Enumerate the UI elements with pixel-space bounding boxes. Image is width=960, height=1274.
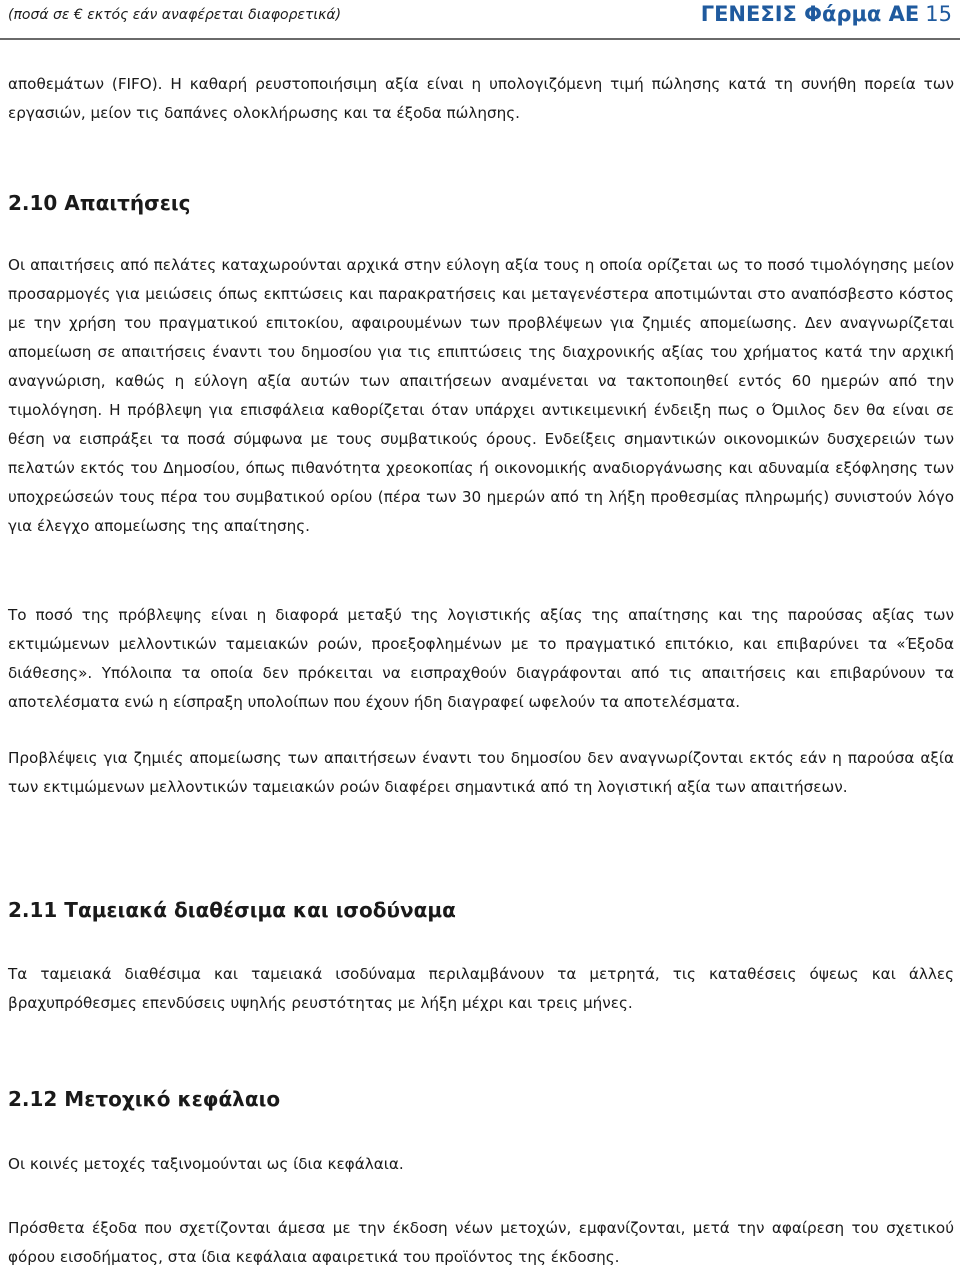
intro-paragraph: αποθεμάτων (FIFO). Η καθαρή ρευστοποιήσιμη αξία είναι η υπολογιζόμενη τιμή πώλησης κατά τη συνήθη πορεία των εργασιών, μείον τις δαπάνες ολοκλήρωσης και τα έξοδα πώλησης.	[8, 75, 954, 122]
share-capital-paragraph-1: Οι κοινές μετοχές ταξινομούνται ως ίδια κεφάλαια.	[8, 1155, 404, 1173]
currency-note: (ποσά σε € εκτός εάν αναφέρεται διαφορετικά)	[8, 7, 342, 23]
section-heading-2-10: 2.10 Απαιτήσεις	[8, 191, 191, 215]
receivables-paragraph-2: Το ποσό της πρόβλεψης είναι η διαφορά μεταξύ της λογιστικής αξίας της απαίτησης και της παρούσας αξίας των εκτιμώμενων μελλοντικών ταμειακών ροών, προεξοφλημένων με το πραγματικό επιτόκιο, και επιβαρύνει τα «Έξοδα διάθεσης». Υπόλοιπα τα οποία δεν πρόκειται να εισπραχθούν διαγράφονται από τις απαιτήσεις και επιβαρύνουν τα αποτελέσματα ενώ η είσπραξη υπολοίπων που έχουν ήδη διαγραφεί ωφελούν τα αποτελέσματα.	[8, 606, 954, 711]
header-divider	[0, 38, 960, 40]
receivables-paragraph-1: Οι απαιτήσεις από πελάτες καταχωρούνται αρχικά στην εύλογη αξία τους η οποία ορίζεται ως το ποσό τιμολόγησης μείον προσαρμογές για μειώσεις όπως εκπτώσεις και παρακρατήσεις και μεταγενέστερα αποτιμώνται στο αναπόσβεστο κόστος με την χρήση του πραγματικού επιτοκίου, αφαιρουμένων των προβλέψεων για ζημιές απομείωσης. Δεν αναγνωρίζεται απομείωση σε απαιτήσεις έναντι του δημοσίου για τις επιπτώσεις της διαχρονικής αξίας του χρήματος κατά την αρχική αναγνώριση, καθώς η εύλογη αξία αυτών των απαιτήσεων αναμένεται να τακτοποιηθεί εντός 60 ημερών από την τιμολόγηση. Η πρόβλεψη για επισφάλεια καθορίζεται όταν υπάρχει αντικειμενική ένδειξη πως ο Όμιλος δεν θα είναι σε θέση να εισπράξει τα ποσά σύμφωνα με τους συμβατικούς όρους. Ενδείξεις σημαντικών οικονομικών δυσχερειών των πελατών εκτός του Δημοσίου, όπως πιθανότητα χρεοκοπίας ή οικονομικής αναδιοργάνωσης και αδυναμία εξόφλησης των υποχρεώσεών τους πέρα του συμβατικού ορίου (πέρα των 30 ημερών από τη λήξη προθεσμίας πληρωμής) συνιστούν λόγο για έλεγχο απομείωσης της απαίτησης.	[8, 256, 954, 535]
page-header	[0, 0, 960, 40]
cash-paragraph-1: Τα ταμειακά διαθέσιμα και ταμειακά ισοδύναμα περιλαμβάνουν τα μετρητά, τις καταθέσεις όψεως και άλλες βραχυπρόθεσμες επενδύσεις υψηλής ρευστότητας με λήξη μέχρι και τρεις μήνες.	[8, 965, 954, 1012]
header-brand	[701, 2, 952, 26]
receivables-paragraph-3: Προβλέψεις για ζημιές απομείωσης των απαιτήσεων έναντι του δημοσίου δεν αναγνωρίζονται εκτός εάν η παρούσα αξία των εκτιμώμενων μελλοντικών ταμειακών ροών διαφέρει σημαντικά από τη λογιστική αξία των απαιτήσεων.	[8, 749, 954, 796]
company-name: ΓΕΝΕΣΙΣ Φάρμα ΑΕ	[700, 2, 920, 26]
section-heading-2-12: 2.12 Μετοχικό κεφάλαιο	[8, 1087, 281, 1111]
share-capital-paragraph-2: Πρόσθετα έξοδα που σχετίζονται άμεσα με την έκδοση νέων μετοχών, εμφανίζονται, μετά την αφαίρεση του σχετικού φόρου εισοδήματος, στα ίδια κεφάλαια αφαιρετικά του προϊόντος της έκδοσης.	[8, 1219, 954, 1266]
page-number: 15	[925, 2, 952, 26]
section-heading-2-11: 2.11 Ταμειακά διαθέσιμα και ισοδύναμα	[8, 898, 456, 922]
